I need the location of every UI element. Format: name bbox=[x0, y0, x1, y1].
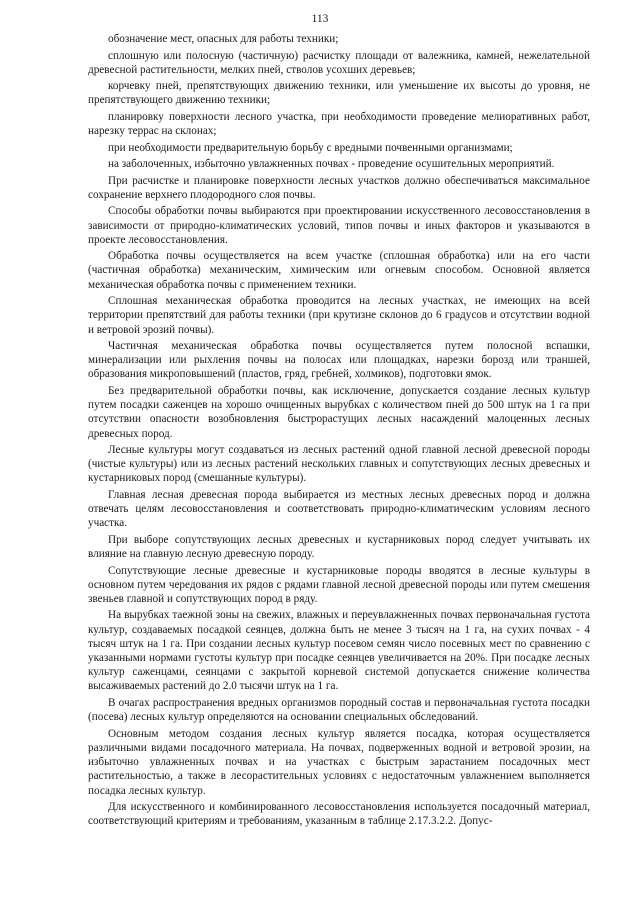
paragraph: На вырубках таежной зоны на свежих, влажных и переувлажненных почвах первоначальная густота культур, создаваемых посадкой сеянцев, должна быть не менее 3 тысяч на 1 га, на сухих почвах - 4 тысяч штук на 1 га. При создании лесных культур посевом семян число посевных мест по сравнению с указанными нормами густоты культур при посадке сеянцев увеличивается на 20%. При посадке лесных культур саженцами, сеянцами с закрытой корневой системой допускается снижение количества высаживаемых растений до 2.0 тысячи штук на 1 га. bbox=[88, 609, 590, 693]
paragraph: Сопутствующие лесные древесные и кустарниковые породы вводятся в лесные культуры в основном путем чередования их рядов с рядами главной лесной древесной породы или путем смешения звеньев главной и сопутствующих пород в ряду. bbox=[88, 564, 590, 605]
paragraph: обозначение мест, опасных для работы техники; bbox=[108, 33, 339, 45]
page-number: 113 bbox=[311, 13, 329, 25]
paragraph: на заболоченных, избыточно увлажненных почвах - проведение осушительных мероприятий. bbox=[108, 158, 555, 171]
paragraph: Сплошная механическая обработка проводится на лесных участках, не имеющих на всей территории препятствий для работы техники (при крутизне склонов до 6 градусов и отсутствии водной и ветровой эрозий почвы). bbox=[88, 295, 590, 336]
paragraph: Для искусственного и комбинированного лесовосстановления используется посадочный материал, соответствующий критериям и требованиям, указанным в таблице 2.17.3.2.2. Допус- bbox=[88, 801, 590, 828]
paragraph: При выборе сопутствующих лесных древесных и кустарниковых пород следует учитывать их влияние на главную лесную древесную породу. bbox=[88, 533, 590, 561]
paragraph: Способы обработки почвы выбираются при проектировании искусственного лесовосстановления в зависимости от природно-климатических условий, типов почвы и иных факторов и указываются в проекте лесовосстановления. bbox=[88, 205, 590, 246]
paragraph: планировку поверхности лесного участка, при необходимости проведение мелиоративных работ, нарезку террас на склонах; bbox=[88, 110, 590, 138]
paragraph: При расчистке и планировке поверхности лесных участков должно обеспечиваться максимальное сохранение верхнего плодородного слоя почвы. bbox=[88, 174, 590, 201]
paragraph: Обработка почвы осуществляется на всем участке (сплошная обработка) или на его части (частичная обработка) механическим, химическим или огневым способом. Основной является механическая обработка почвы с применением техники. bbox=[88, 250, 590, 291]
paragraph: Лесные культуры могут создаваться из лесных растений одной главной лесной древесной породы (чистые культуры) или из лесных растений нескольких главных и сопутствующих лесных древесных и кустарниковых пород (смешанные культуры). bbox=[88, 444, 590, 485]
paragraph: корчевку пней, препятствующих движению техники, или уменьшение их высоты до уровня, не препятствующего движению техники; bbox=[88, 80, 590, 107]
paragraph: В очагах распространения вредных организмов породный состав и первоначальная густота посадки (посева) лесных культур определяются на основании специальных обследований. bbox=[88, 696, 590, 724]
paragraph: Главная лесная древесная порода выбирается из местных лесных древесных пород и должна отвечать целям лесовосстановления и соответствовать природно-климатическим условиям лесного участка. bbox=[88, 488, 590, 530]
paragraph: при необходимости предварительную борьбу с вредными почвенными организмами; bbox=[108, 141, 513, 154]
paragraph: сплошную или полосную (частичную) расчистку площади от валежника, камней, нежелательной древесной растительности, мелких пней, стволов усохших деревьев; bbox=[88, 49, 590, 76]
paragraph: Без предварительной обработки почвы, как исключение, допускается создание лесных культур путем посадки саженцев на хорошо очищенных вырубках с количеством пней до 500 штук на 1 га при отсутствии опасности возобновления быстрорастущих лесных насаждений малоценных лесных древесных пород. bbox=[88, 384, 590, 440]
body-text bbox=[88, 32, 590, 831]
paragraph: Частичная механическая обработка почвы осуществляется путем полосной вспашки, минерализации или рыхления почвы на полосах или площадках, нарезки борозд или траншей, образования микроповышений (пластов, гряд, гребней, холмиков), подготовки ямок. bbox=[88, 340, 590, 381]
paragraph: Основным методом создания лесных культур является посадка, которая осуществляется различными видами посадочного материала. На почвах, подверженных водной и ветровой эрозии, на избыточно увлажненных почвах и на участках с быстрым зарастанием посадочных мест растительностью, а также в лесорастительных условиях с недостаточным увлажнением выполняется посадка лесных культур. bbox=[88, 727, 590, 797]
